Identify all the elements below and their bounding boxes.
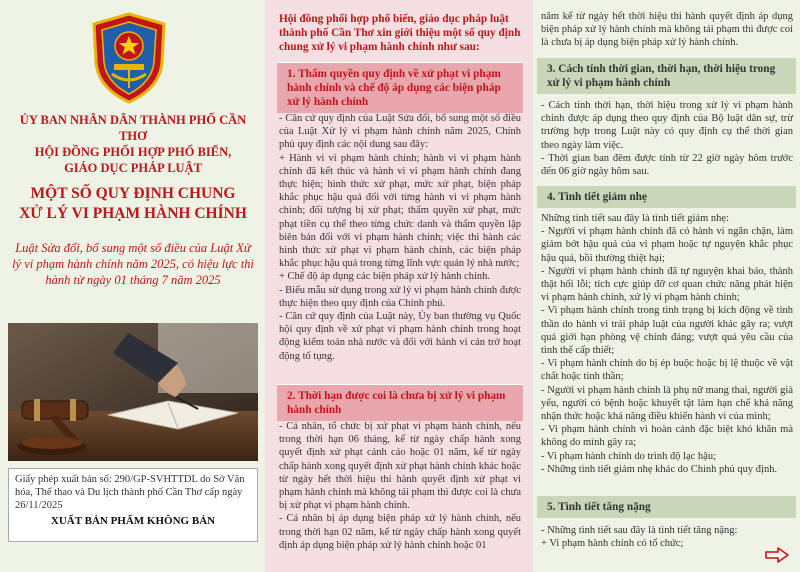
publication-license: Giấy phép xuất bản số: 290/GP-SVHTTDL do Sở Văn hóa, Thể thao và Du lịch thành phố Cần Thơ cấp ngày 26/11/2025 XUẤT BẢN PHẨM KHÔNG BÁN <box>8 468 258 542</box>
paragraph: Những tình tiết sau đây là tình tiết giảm nhẹ: <box>541 213 729 224</box>
cover-panel <box>0 0 265 572</box>
section-5-body <box>541 524 771 550</box>
paragraph: + Hành vi vi phạm hành chính; hành vi vi phạm hành chính đã kết thúc và hành vi vi phạm hành chính đang thực hiện; hình thức xử phạt, mức xử phạt, biện pháp khắc phục hậu quả đối với từng hành vi vi phạm hành chính; đối tượng bị xử phạt; thẩm quyền xử phạt, mức phạt tiền cụ thể theo từng chức danh và thẩm quyền lập biên bản đối với vi phạm hành chính; việc thi hành các hình thức xử phạt vi phạm hành chính, các biện pháp khắc phục hậu quả trong từng lĩnh vực quản lý nhà nước; <box>279 152 521 270</box>
right-panel <box>533 0 800 572</box>
not-for-sale-label: XUẤT BẢN PHẨM KHÔNG BÁN <box>50 515 216 527</box>
paragraph: - Những tình tiết giảm nhẹ khác do Chính phủ quy định. <box>541 463 778 475</box>
brochure-title: MỘT SỐ QUY ĐỊNH CHUNG XỬ LÝ VI PHẠM HÀNH CHÍNH <box>19 185 247 222</box>
section-3-heading: 3. Cách tính thời gian, thời hạn, thời hiệu trong xử lý vi phạm hành chính <box>537 58 796 94</box>
paragraph: + Vi phạm hành chính có tổ chức; <box>541 538 684 550</box>
paragraph: - Cách tính thời hạn, thời hiệu trong xử lý vi phạm hành chính được áp dụng theo quy định của Bộ luật dân sự, trừ trường hợp trong Luật này có quy định cụ thể thời gian theo ngày làm việc. <box>541 100 793 151</box>
section-2-body <box>279 420 521 552</box>
paragraph: - Những tình tiết sau đây là tình tiết tăng nặng: <box>541 525 738 536</box>
paragraph: - Người vi phạm hành chính là phụ nữ mang thai, người già yếu, người có bệnh hoặc khuyết tật làm hạn chế khả năng nhận thức hoặc khả năng điều khiển hành vi của mình; <box>541 384 793 423</box>
paragraph: - Người vi phạm hành chính đã có hành vi ngăn chặn, làm giảm bớt hậu quả của vi phạm hoặc tự nguyện khắc phục hậu quả, bồi thường thiệt hại; <box>541 226 793 264</box>
paragraph: - Cá nhân bị áp dụng biện pháp xử lý hành chính, nếu trong thời hạn 02 năm, kể từ ngày chấp hành xong quyết định áp dụng biện pháp xử lý hành chính hoặc 01 <box>279 513 521 551</box>
section-2-heading: 2. Thời hạn được coi là chưa bị xử lý vi phạm hành chính <box>277 384 523 421</box>
paragraph: - Căn cứ quy định của Luật này, Ủy ban thường vụ Quốc hội quy định về xử phạt vi phạm hành chính trong hoạt động kiểm toán nhà nước và đối với hành vi cản trở hoạt động tố tụng. <box>279 311 521 362</box>
paragraph: + Chế độ áp dụng các biện pháp xử lý hành chính. <box>279 271 491 283</box>
paragraph: - Căn cứ quy định của Luật Sửa đổi, bổ sung một số điều của Luật Xử lý vi phạm hành chính năm 2025, Chính phủ quy định các nội dung sau đây: <box>279 113 521 151</box>
section-3-body <box>541 99 793 178</box>
section-4-heading: 4. Tình tiết giảm nhẹ <box>537 186 796 208</box>
section-5-heading: 5. Tình tiết tăng nặng <box>537 496 796 518</box>
middle-panel <box>265 0 533 572</box>
paragraph: - Vi phạm hành chính vì hoàn cảnh đặc biệt khó khăn mà không do mình gây ra; <box>541 424 793 449</box>
section-4-body <box>541 212 793 476</box>
continued-text: năm kể từ ngày hết thời hiệu thi hành quyết định áp dụng biện pháp xử lý hành chính mà không tái phạm thì được coi là chưa bị áp dụng biện pháp xử lý hành chính. <box>541 11 793 49</box>
brochure-subtitle: Luật Sửa đổi, bổ sung một số điều của Luật Xử lý vi phạm hành chính năm 2025, có hiệu lực thi hành từ ngày 01 tháng 7 năm 2025 <box>12 241 254 287</box>
paragraph: - Cá nhân, tổ chức bị xử phạt vi phạm hành chính, nếu trong thời hạn 06 tháng, kể từ ngày chấp hành xong quyết định xử phạt cảnh cáo hoặc 01 năm, kể từ ngày chấp hành xong quyết định xử phạt hành chính khác hoặc từ ngày hết thời hiệu thi hành quyết định xử phạt vi phạm hành chính mà không tái phạm thì được coi là chưa bị xử phạt vi phạm hành chính. <box>279 421 521 512</box>
paragraph: - Vi phạm hành chính do trình độ lạc hậu; <box>541 450 717 462</box>
next-page-arrow-icon <box>764 547 790 563</box>
police-emblem-icon <box>90 12 168 104</box>
paragraph: - Vi phạm hành chính trong tình trạng bị kích động về tinh thần do hành vi trái pháp luật của người khác gây ra; vượt quá giới hạn phòng vệ chính đáng; vượt quá yêu cầu của tình thế cấp thiết; <box>541 305 793 357</box>
gavel-photo <box>8 323 258 461</box>
section-1-body <box>279 112 521 363</box>
paragraph: - Thời gian ban đêm được tính từ 22 giờ ngày hôm trước đến 06 giờ ngày hôm sau. <box>541 152 793 178</box>
paragraph: - Biểu mẫu sử dụng trong xử lý vi phạm hành chính được thực hiện theo quy định của Chính phủ. <box>279 284 521 309</box>
issuing-organization: ỦY BAN NHÂN DÂN THÀNH PHỐ CẦN THƠ HỘI ĐỒNG PHỐI HỢP PHỔ BIẾN, GIÁO DỤC PHÁP LUẬT <box>19 113 247 175</box>
intro-text: Hội đồng phối hợp phổ biến, giáo dục pháp luật thành phố Cần Thơ xin giới thiệu một số quy định chung xử lý vi phạm hành chính như sau: <box>279 13 521 53</box>
paragraph: - Người vi phạm hành chính đã tự nguyện khai báo, thành thật hối lỗi; tích cực giúp đỡ cơ quan chức năng phát hiện vi phạm hành chính, xử lý vi phạm hành chính; <box>541 265 793 304</box>
paragraph: - Vi phạm hành chính do bị ép buộc hoặc bị lệ thuộc về vật chất hoặc tinh thần; <box>541 358 793 383</box>
section-1-heading: 1. Thẩm quyền quy định về xử phạt vi phạm hành chính và chế độ áp dụng các biện pháp xử lý hành chính <box>277 62 523 113</box>
